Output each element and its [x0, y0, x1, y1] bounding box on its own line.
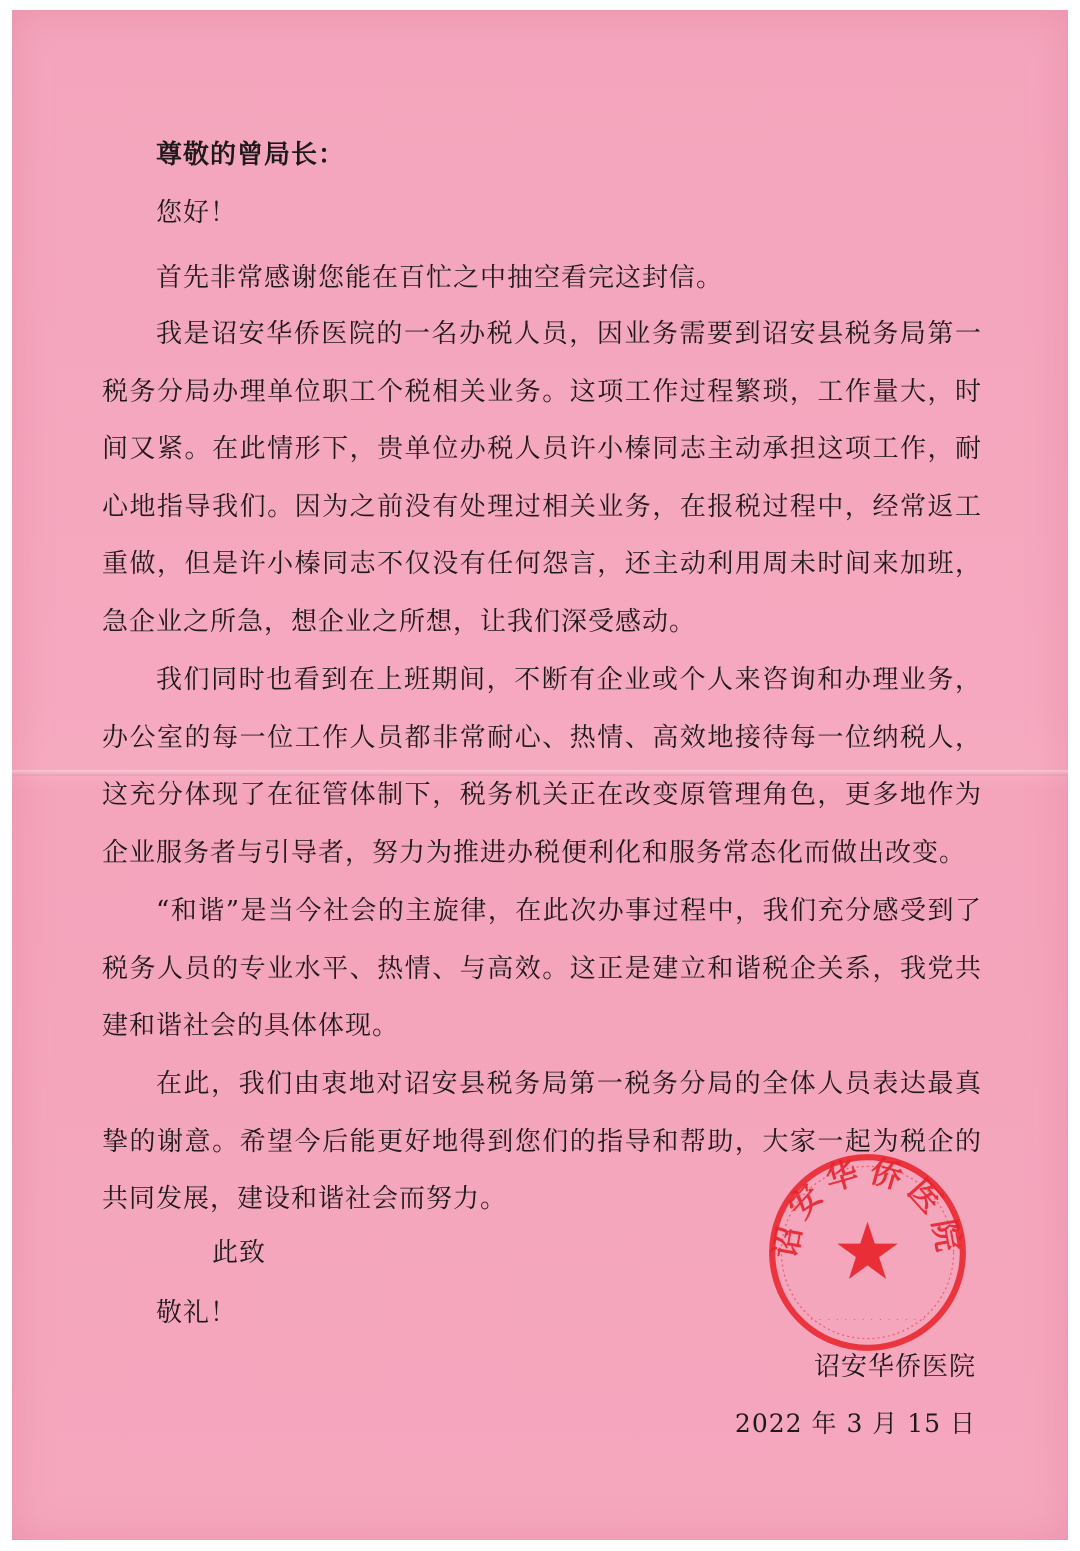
closing-salute: 敬礼！: [156, 1298, 238, 1328]
signer-name: 诏安华侨医院: [813, 1352, 976, 1382]
paragraph-1: 首先非常感谢您能在百忙之中抽空看完这封信。: [156, 263, 724, 293]
closing-regards: 此致: [212, 1238, 267, 1268]
paragraph-2: 我是诏安华侨医院的一名办税人员，因业务需要到诏安县税务局第一税务分局办理单位职工个税相关业务。这项工作过程繁琐，工作量大，时间又紧。在此情形下，贵单位办税人员许小榛同志主动承担这项工作，耐心地指导我们。因为之前没有处理过相关业务，在报税过程中，经常返工重做，但是许小榛同志不仅没有任何怨言，还主动利用周未时间来加班，急企业之所急，想企业之所想，让我们深受感动。: [102, 319, 982, 637]
salutation: 尊敬的曾局长：: [156, 140, 346, 170]
paragraph-4: “和谐”是当今社会的主旋律，在此次办事过程中，我们充分感受到了税务人员的专业水平、热情、与高效。这正是建立和谐税企关系，我党共建和谐社会的具体体现。: [102, 896, 982, 1041]
paragraph-5: 在此，我们由衷地对诏安县税务局第一税务分局的全体人员表达最真挚的谢意。希望今后能更好地得到您们的指导和帮助，大家一起为税企的共同发展，建设和谐社会而努力。: [102, 1069, 982, 1214]
seal-text: 诏安华侨医院: [766, 1152, 969, 1262]
paragraph-3: 我们同时也看到在上班期间，不断有企业或个人来咨询和办理业务，办公室的每一位工作人员都非常耐心、热情、高效地接待每一位纳税人，这充分体现了在征管体制下，税务机关正在改变原管理角色，更多地作为企业服务者与引导者，努力为推进办税便利化和服务常态化而做出改变。: [102, 665, 982, 868]
greeting: 您好！: [156, 198, 238, 228]
seal-star-icon: [837, 1222, 897, 1279]
letter-date: 2022 年 3 月 15 日: [734, 1409, 976, 1438]
seal-serial-marks: · · · · · · · · · · · · · ·: [809, 1315, 926, 1325]
hospital-seal-stamp: [765, 1150, 970, 1355]
